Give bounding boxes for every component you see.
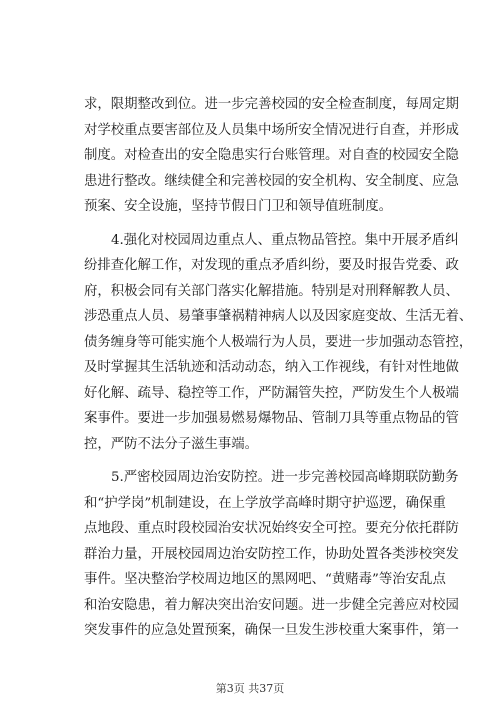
text-line: 4.强化对校园周边重点人、重点物品管控。集中开展矛盾纠 <box>111 232 459 248</box>
text-line: 和治安隐患，着力解决突出治安问题。进一步健全完善应对校园 <box>84 597 459 613</box>
text-line: 及时掌握其生活轨迹和活动动态，纳入工作视线，有针对性地做 <box>84 360 459 375</box>
paragraph-gap <box>84 457 424 465</box>
text-line: 对学校重点要害部位及人员集中场所安全情况进行自查，并形成 <box>84 122 459 138</box>
text-line: 求，限期整改到位。进一步完善校园的安全检查制度，每周定期 <box>84 97 459 112</box>
text-line: 点地段、重点时段校园治安状况始终安全可控。要充分依托群防 <box>84 521 459 536</box>
text-line: 事件。坚决整治学校周边地区的黑网吧、“黄赌毒”等治安乱点 <box>84 572 446 587</box>
text-line: 群治力量，开展校园周边治安防控工作，协助处置各类涉校突发 <box>84 546 459 562</box>
text-line: 控，严防不法分子滋生事端。 <box>84 436 259 452</box>
text-line: 府，积极会同有关部门落实化解措施。特别是对刑释解教人员、 <box>84 283 459 299</box>
paragraph <box>84 228 473 458</box>
paragraph <box>84 465 459 644</box>
text-line: 突发事件的应急处置预案，确保一旦发生涉校重大案事件，第一 <box>84 623 459 638</box>
paragraph-gap <box>84 220 424 228</box>
text-line: 涉恐重点人员、易肇事肇祸精神病人以及因家庭变故、生活无着、 <box>84 309 473 324</box>
page-footer: 第3页 共37页 <box>215 682 285 695</box>
text-line: 债务缠身等可能实施个人极端行为人员，要进一步加强动态管控， <box>84 334 473 350</box>
text-line: 案事件。要进一步加强易燃易爆物品、管制刀具等重点物品的管 <box>84 411 459 426</box>
document-body <box>84 92 473 644</box>
text-line: 制度。对检查出的安全隐患实行台账管理。对自查的校园安全隐 <box>84 148 459 163</box>
text-line: 患进行整改。继续健全和完善校园的安全机构、安全制度、应急 <box>84 173 459 189</box>
text-line: 纷排查化解工作，对发现的重点矛盾纠纷，要及时报告党委、政 <box>84 258 459 273</box>
text-line: 5.严密校园周边治安防控。进一步完善校园高峰期联防勤务 <box>111 470 459 485</box>
text-line: 和“护学岗”机制建设，在上学放学高峰时期守护巡逻，确保重 <box>84 495 446 511</box>
text-line: 预案、安全设施，坚持节假日门卫和领导值班制度。 <box>84 199 392 214</box>
text-line: 好化解、疏导、稳控等工作，严防漏管失控，严防发生个人极端 <box>84 385 459 401</box>
paragraph <box>84 92 459 220</box>
